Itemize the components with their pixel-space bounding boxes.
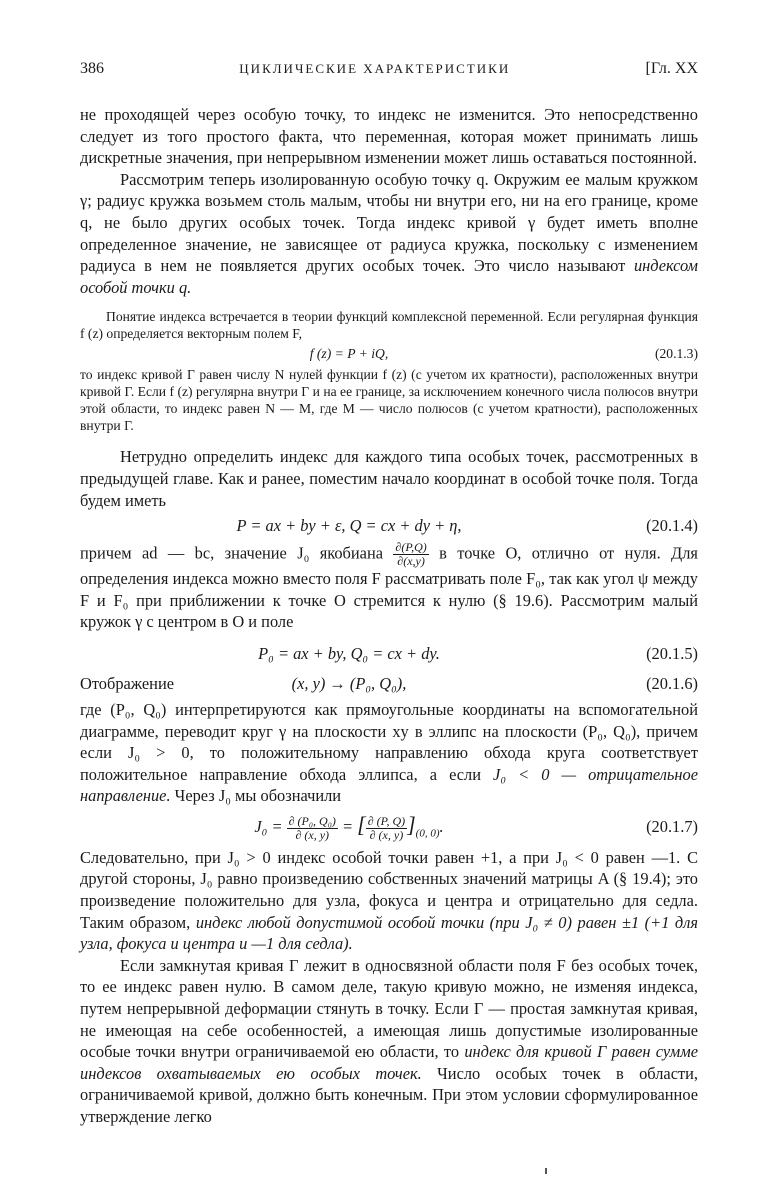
equation-20-1-6: Отображение (x, y) → (P₀, Q₀), (20.1.6) <box>80 673 698 693</box>
equation-20-1-4: P = ax + by + ε, Q = cx + dy + η, (20.1.4) <box>236 516 698 536</box>
paragraph-2-italic: индексом особой точки q. <box>80 256 698 297</box>
equation-20-1-3: f (z) = P + iQ, (20.1.3) <box>309 346 698 362</box>
small-paragraph-2: то индекс кривой Г равен числу N нулей функции f (z) (с учетом их кратности), расположенных внутри кривой Г. Если f (z) регулярна внутри Г и на ее границе, за исключением конечного числа полюсов внутри этой области, то индекс равен N — M, где M — число полюсов (с учетом кратности), расположенных внутри Г. <box>80 367 698 434</box>
paragraph-2: Рассмотрим теперь изолированную особую точку q. Окружим ее малым кружком γ; радиус кружка возьмем столь малым, чтобы ни внутри его, ни на его границе, кроме q, не было других особых точек. Тогда индекс кривой γ будет иметь вполне определенное значение, не зависящее от радиуса кружка, поскольку с изменением радиуса в нем не появляется других особых точек. Это число называют индексом особой точки q. <box>80 169 698 297</box>
book-page <box>80 60 698 1128</box>
running-header <box>80 60 698 90</box>
page-number: 386 <box>80 60 104 77</box>
equation-20-1-7: J₀ = $\frac{\text{∂ (P₀, Q₀)}}{\partial (x, y)}$ = [ $\frac{\partial (P, Q)}{\partial (x, y)}$ ]$_{(0, 0)}$. (20.1.7) <box>254 812 698 842</box>
small-print-note <box>80 308 698 434</box>
paragraph-6: Следовательно, при J₀ > 0 индекс особой точки равен +1, а при J₀ < 0 равен —1. С другой стороны, J₀ равно произведению собственных значений матрицы A (§ 19.4); это произведение положительно для узла, фокуса и центра и отрицательно для седла. Таким образом, индекс любой допустимой особой точки (при J₀ ≠ 0) равен ±1 (+1 для узла, фокуса и центра и —1 для седла). <box>80 847 698 954</box>
paragraph-7: Если замкнутая кривая Г лежит в односвязной области поля F без особых точек, то ее индекс равен нулю. В самом деле, такую кривую можно, не изменяя индекса, путем непрерывной деформации стянуть в точку. Если Г — простая замкнутая кривая, не имеющая на себе особенностей, а имеющая лишь допустимые изолированные особые точки внутри ограничиваемой ею области, то индекс для кривой Г равен сумме индексов охватываемых ею особых точек. Число особых точек в области, ограничиваемой кривой, должно быть конечным. При этом условии сформулированное утверждение легко <box>80 955 698 1126</box>
paragraph-1: не проходящей через особую точку, то индекс не изменится. Это непосредственно следует из того простого факта, что переменная, которая может принимать лишь дискретные значения, при непрерывном изменении может лишь оставаться постоянной. <box>80 105 698 168</box>
paragraph-4: причем ad — bc, значение J₀ якобиана $\frac{\partial(P,Q)}{\partial(x,y)}$ в точке O, отлично от нуля. Для определения индекса можно вместо поля F рассматривать поле F₀, так как угол ψ между F и F₀ при приближении к точке O стремится к нулю (§ 19.6). Рассмотрим малый кружок γ с центром в O и поле <box>80 540 698 632</box>
paragraph-3: Нетрудно определить индекс для каждого типа особых точек, рассмотренных в предыдущей главе. Как и ранее, поместим начало координат в особой точке поля. Тогда будем иметь <box>80 447 698 510</box>
print-mark <box>545 1168 547 1174</box>
jacobian-fraction: $\frac{\partial(P,Q)}{\partial(x,y)}$ <box>395 540 427 569</box>
paragraph-5: где (P₀, Q₀) интерпретируются как прямоугольные координаты на вспомогательной диаграмме, переводит круг γ на плоскости xy в эллипс на плоскости (P₀, Q₀), причем если J₀ > 0, то положительному направлению обхода круга соответствует положительное направление обхода эллипса, а если J₀ < 0 — отрицательное направление. Через J₀ мы обозначили <box>80 699 698 806</box>
equation-20-1-5: P₀ = ax + by, Q₀ = cx + dy. (20.1.5) <box>258 643 698 663</box>
running-title: ЦИКЛИЧЕСКИЕ ХАРАКТЕРИСТИКИ <box>239 61 511 76</box>
chapter-label: [Гл. XX <box>645 60 698 77</box>
small-paragraph-1: Понятие индекса встречается в теории функций комплексной переменной. Если регулярная функция f (z) определяется векторным полем F, <box>80 309 698 342</box>
